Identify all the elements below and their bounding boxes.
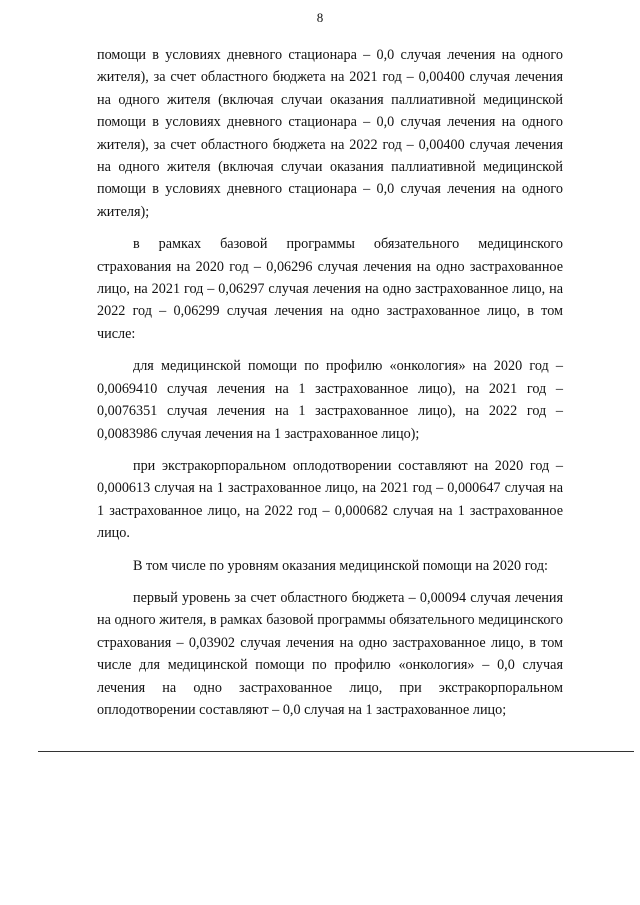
footer-divider bbox=[38, 751, 634, 752]
paragraph-levels-2020: В том числе по уровням оказания медицинской помощи на 2020 год: bbox=[133, 557, 549, 574]
paragraph-first-level: первый уровень за счет областного бюджета – 0,00094 случая лечения на одного жителя, в рамках базовой программы обязательного медицинского страхования – 0,03902 случая лечения на одно застрахованное лицо, в том числе для медицинской помощи по профилю «онкология» – 0,0 случая лечения на одно застрахованное лицо, при экстракорпоральном оплодотворении составляют – 0,0 случая на 1 застрахованное лицо; bbox=[97, 589, 563, 718]
paragraph-oncology: для медицинской помощи по профилю «онкология» на 2020 год – 0,0069410 случая лечения на 1 застрахованное лицо), на 2021 год – 0,0076351 случая лечения на 1 застрахованное лицо), на 2022 год – 0,0083986 случая лечения на 1 застрахованное лицо); bbox=[97, 358, 563, 442]
paragraph-eco: при экстракорпоральном оплодотворении составляют на 2020 год – 0,000613 случая на 1 застрахованное лицо, на 2021 год – 0,000647 случая на 1 застрахованное лицо, на 2022 год – 0,000682 случая на 1 застрахованное лицо. bbox=[97, 457, 563, 542]
page-number: 8 bbox=[316, 10, 324, 25]
paragraph-continuation: помощи в условиях дневного стационара – 0,0 случая лечения на одного жителя), за счет областного бюджета на 2021 год – 0,00400 случая лечения на одного жителя (включая случаи оказания паллиативной медицинской помощи в условиях дневного стационара – 0,0 случая лечения на одного жителя), за счет областного бюджета на 2022 год – 0,00400 случая лечения на одного жителя (включая случаи оказания паллиативной медицинской помощи в условиях дневного стационара – 0,0 случая лечения на одного жителя); bbox=[97, 47, 563, 220]
paragraph-oms-base: в рамках базовой программы обязательного медицинского страхования на 2020 год – 0,06296 случая лечения на одно застрахованное лицо, на 2021 год – 0,06297 случая лечения на одно застрахованное лицо, на 2022 год – 0,06299 случая лечения на одно застрахованное лицо, в том числе: bbox=[97, 236, 563, 342]
document-body bbox=[97, 44, 563, 731]
